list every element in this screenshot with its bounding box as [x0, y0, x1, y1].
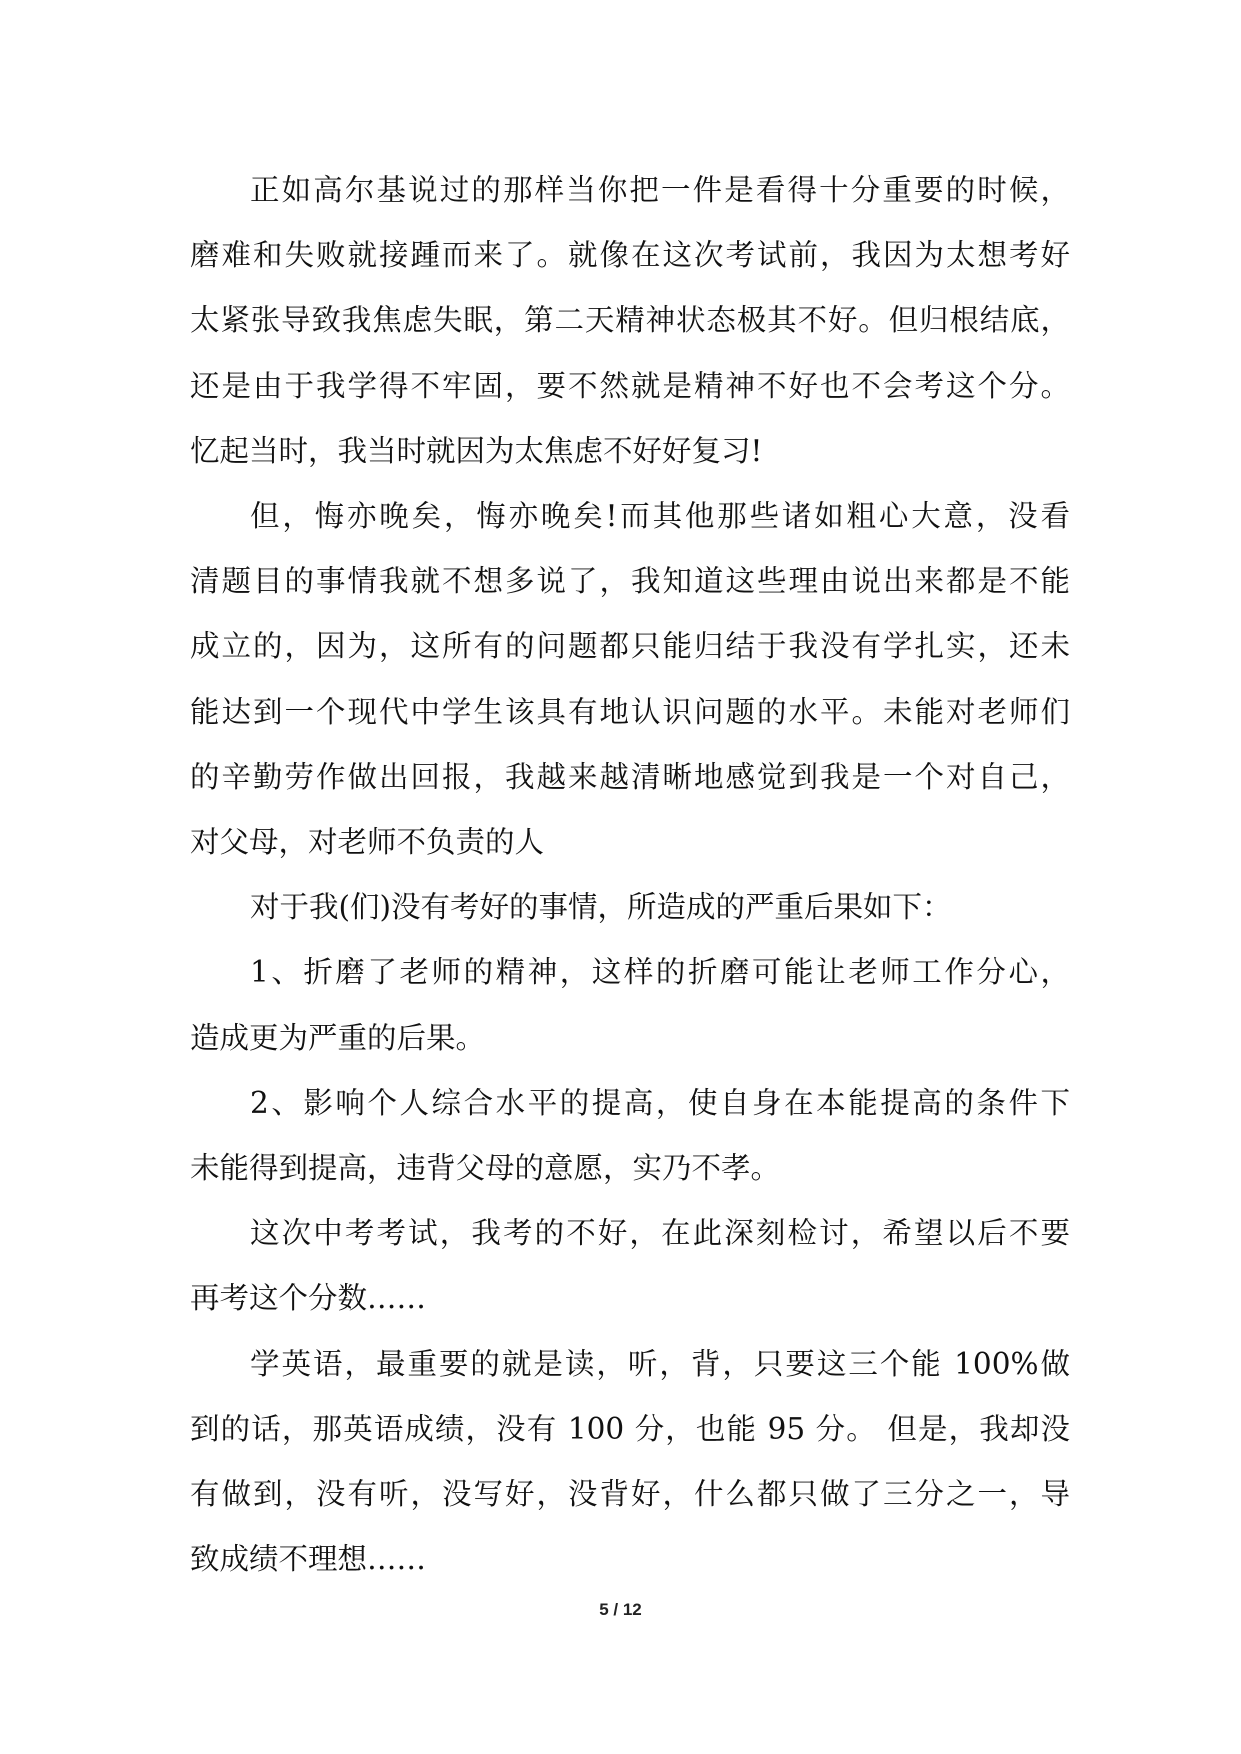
- text-line: 未能得到提高，违背父母的意愿，实乃不孝。: [190, 1151, 781, 1186]
- text-line: 2、影响个人综合水平的提高，使自身在本能提高的条件下: [250, 1085, 1070, 1120]
- text-line: 这次中考考试，我考的不好，在此深刻检讨，希望以后不要: [250, 1216, 1070, 1251]
- text-line: 对父母，对老师不负责的人: [190, 825, 545, 860]
- paragraph-1: [190, 158, 1070, 484]
- text-line: 致成绩不理想……: [190, 1542, 427, 1577]
- paragraph-2: [190, 484, 1070, 875]
- paragraph-7: [190, 1332, 1070, 1593]
- paragraph-5: [190, 1071, 1070, 1201]
- text-line: 忆起当时，我当时就因为太焦虑不好好复习!: [190, 433, 763, 468]
- paragraph-6: [190, 1201, 1070, 1331]
- text-line: 成立的，因为，这所有的问题都只能归结于我没有学扎实，还未: [190, 629, 1070, 664]
- text-line: 到的话，那英语成绩，没有 100 分，也能 95 分。 但是，我却没: [190, 1411, 1070, 1446]
- text-line: 1、折磨了老师的精神，这样的折磨可能让老师工作分心，: [250, 955, 1070, 990]
- text-line: 学英语，最重要的就是读，听，背，只要这三个能 100%做: [250, 1346, 1070, 1381]
- text-line: 有做到，没有听，没写好，没背好，什么都只做了三分之一，导: [190, 1477, 1070, 1512]
- page-number: 5 / 12: [599, 1600, 642, 1619]
- text-line: 正如高尔基说过的那样当你把一件是看得十分重要的时候，: [250, 173, 1070, 207]
- paragraph-4: [190, 940, 1070, 1070]
- text-line: 清题目的事情我就不想多说了，我知道这些理由说出来都是不能: [190, 564, 1070, 599]
- text-line: 再考这个分数……: [190, 1281, 427, 1316]
- paragraph-3: [190, 875, 1070, 940]
- text-line: 磨难和失败就接踵而来了。就像在这次考试前，我因为太想考好: [190, 238, 1070, 273]
- text-line: 对于我(们)没有考好的事情，所造成的严重后果如下：: [250, 890, 952, 925]
- text-line: 太紧张导致我焦虑失眠，第二天精神状态极其不好。但归根结底，: [190, 303, 1070, 338]
- text-line: 的辛勤劳作做出回报，我越来越清晰地感觉到我是一个对自己，: [190, 759, 1070, 794]
- text-line: 还是由于我学得不牢固，要不然就是精神不好也不会考这个分。: [190, 368, 1070, 403]
- text-line: 造成更为严重的后果。: [190, 1020, 486, 1055]
- text-line: 但，悔亦晚矣，悔亦晚矣!而其他那些诸如粗心大意，没看: [250, 499, 1070, 534]
- text-line: 能达到一个现代中学生该具有地认识问题的水平。未能对老师们: [190, 694, 1070, 729]
- document-body: [190, 158, 1070, 1592]
